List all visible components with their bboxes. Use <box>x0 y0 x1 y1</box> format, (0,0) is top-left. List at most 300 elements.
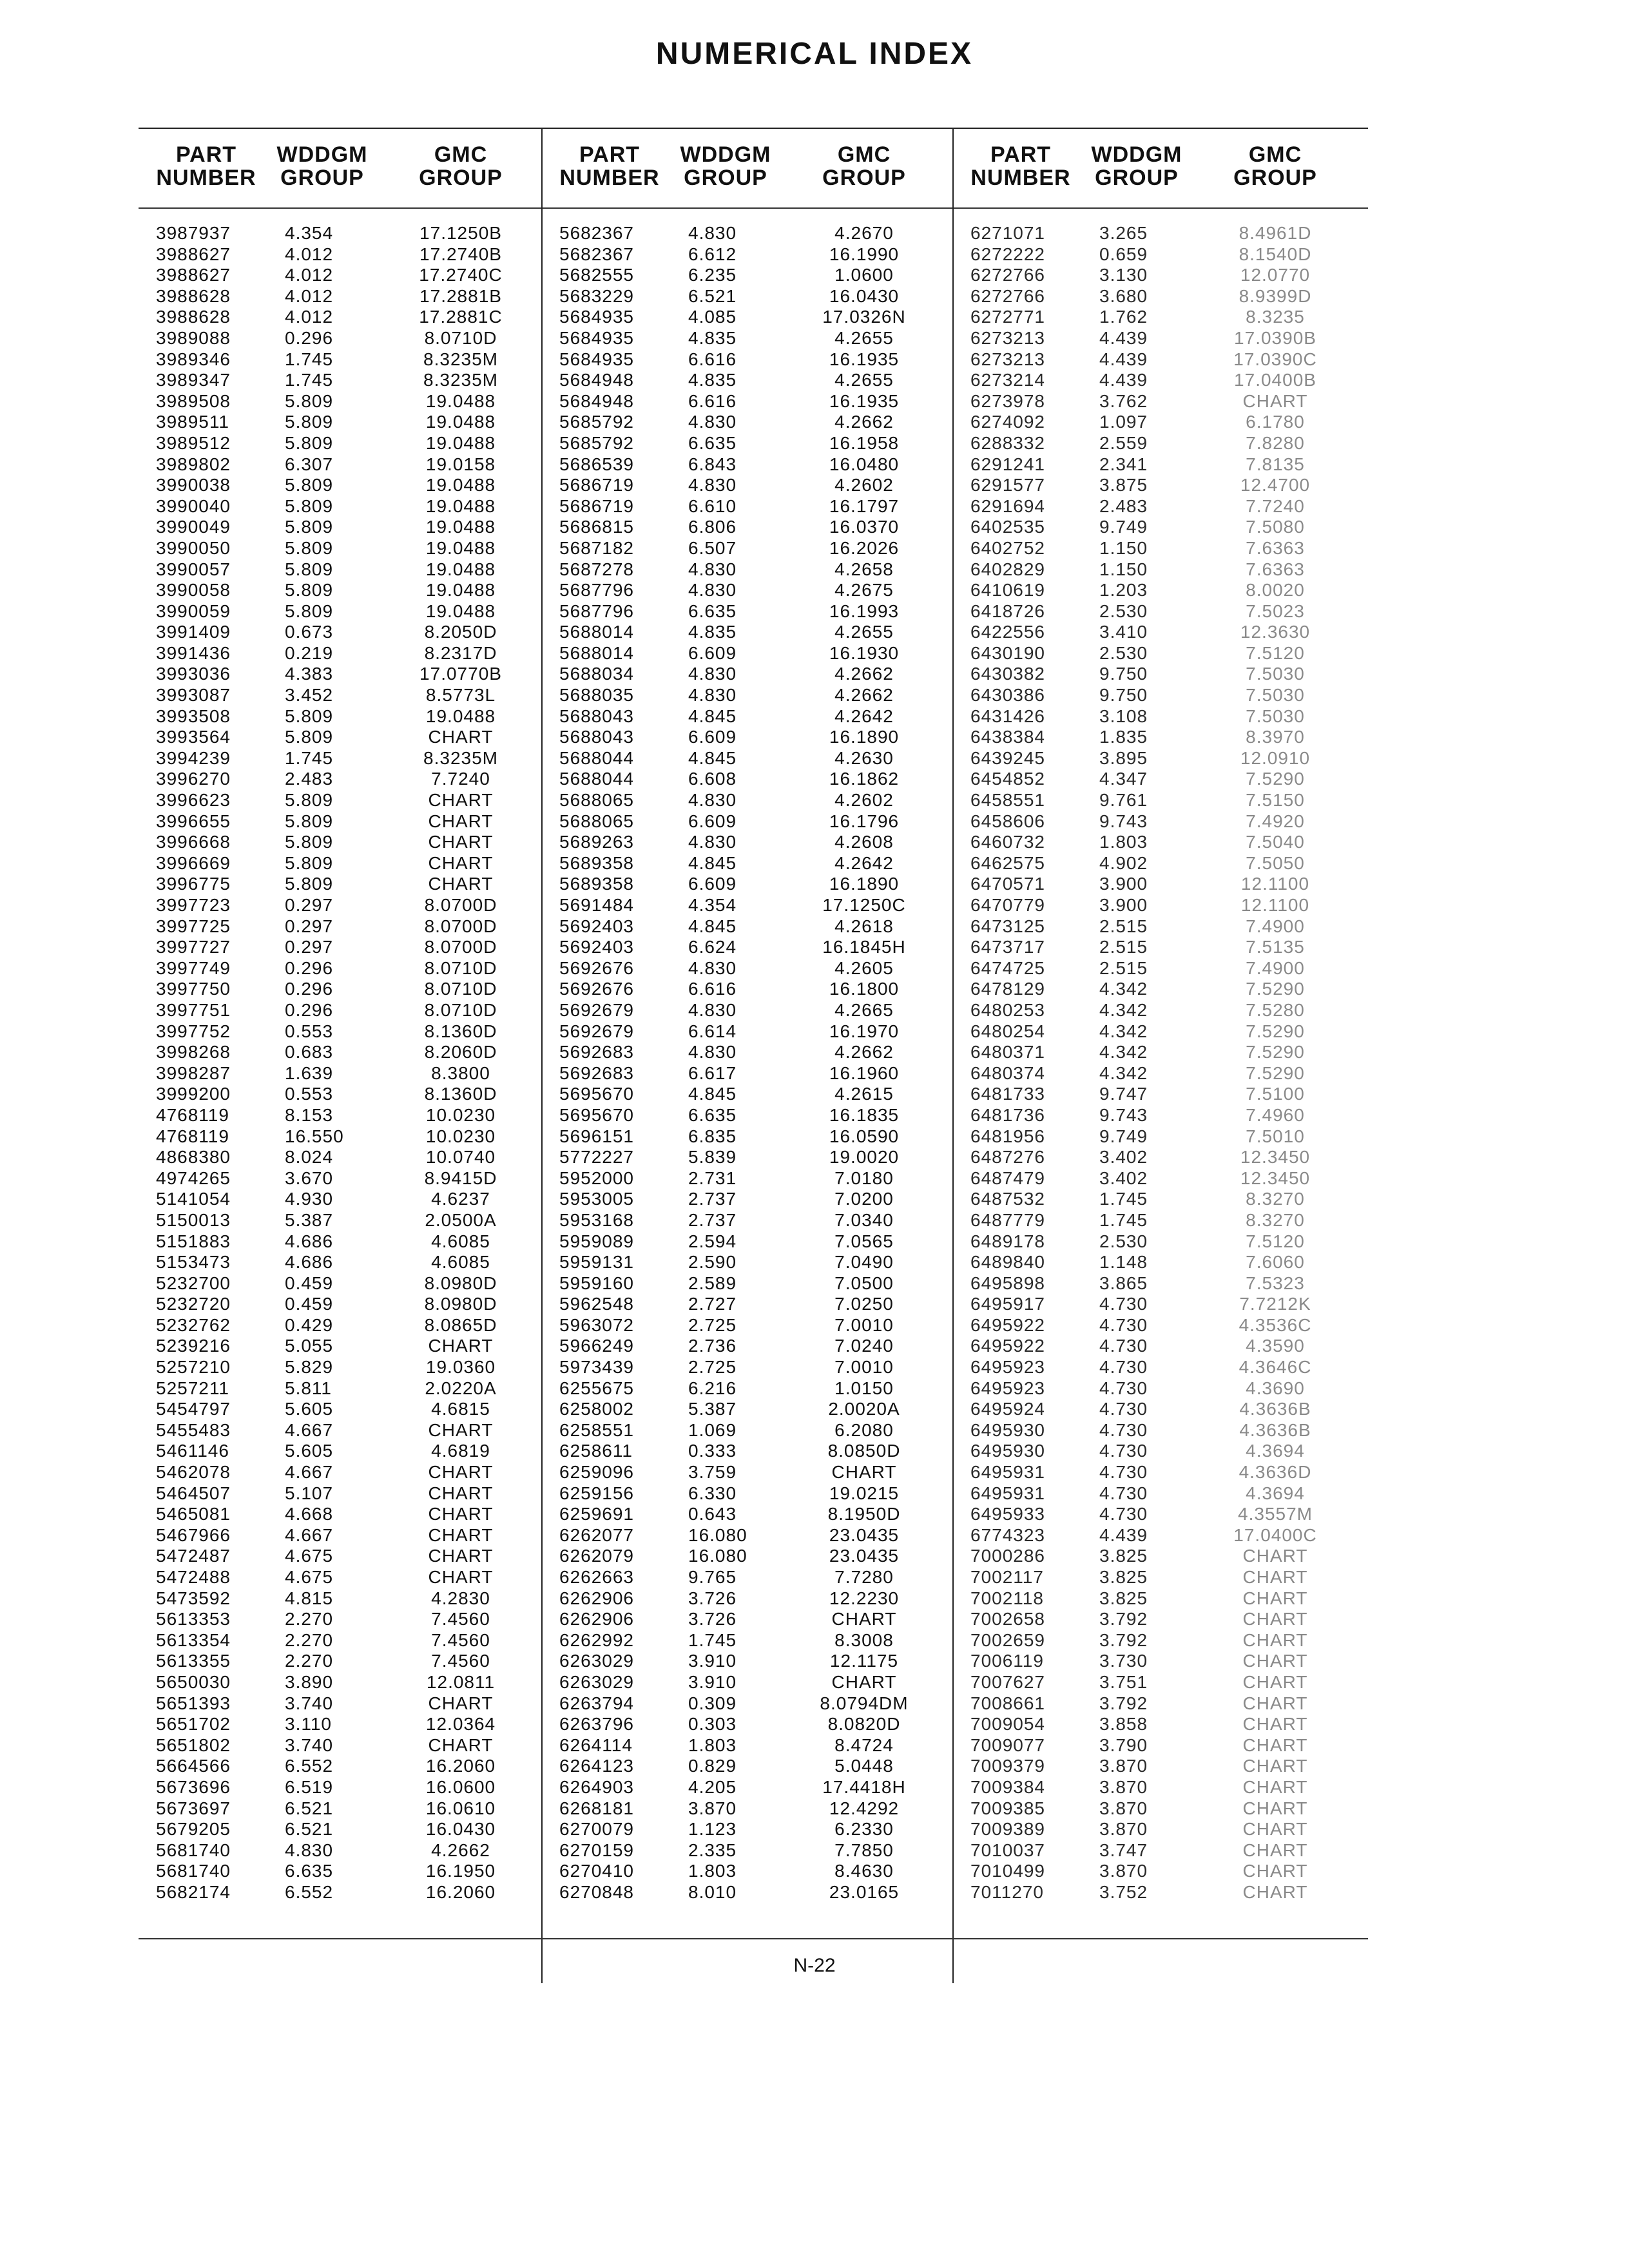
part-number-cell: 5689358 <box>559 874 635 894</box>
part-number-cell: 5688034 <box>559 664 635 684</box>
wddgm-group-cell: 3.670 <box>285 1168 334 1188</box>
table-row <box>142 895 548 916</box>
wddgm-group-cell: 2.270 <box>285 1609 334 1629</box>
table-row <box>956 1882 1362 1903</box>
part-number-cell: 6272766 <box>970 265 1046 285</box>
table-row <box>956 1378 1362 1399</box>
gmc-group-cell: CHART <box>428 1567 494 1587</box>
wddgm-group-cell: 4.342 <box>1099 1042 1148 1062</box>
wddgm-group-cell: 4.835 <box>688 327 737 348</box>
gmc-group-cell: CHART <box>1242 1651 1308 1671</box>
wddgm-group-cell: 1.639 <box>285 1062 334 1083</box>
wddgm-group-cell: 6.609 <box>688 811 737 831</box>
wddgm-group-cell: 2.731 <box>688 1168 737 1188</box>
part-number-cell: 5239216 <box>156 1336 231 1356</box>
part-number-cell: 5465081 <box>156 1504 231 1524</box>
part-number-cell: 6402752 <box>970 537 1046 558</box>
part-number-cell: 6481736 <box>970 1104 1046 1125</box>
wddgm-group-cell: 6.617 <box>688 1062 737 1083</box>
part-number-cell: 3997723 <box>156 895 231 915</box>
gmc-group-cell: 4.2602 <box>834 790 894 811</box>
table-row <box>956 433 1362 454</box>
wddgm-group-cell: 3.890 <box>285 1671 334 1692</box>
table-row <box>142 685 548 706</box>
gmc-group-cell: 8.3270 <box>1246 1189 1305 1209</box>
wddgm-group-cell: 0.683 <box>285 1042 334 1062</box>
table-row <box>142 811 548 832</box>
gmc-group-cell: CHART <box>1242 1671 1308 1692</box>
gmc-group-cell: 4.3694 <box>1246 1483 1305 1503</box>
table-row <box>545 328 951 349</box>
part-number-cell: 5681740 <box>156 1840 231 1860</box>
part-number-cell: 6495922 <box>970 1314 1046 1335</box>
wddgm-group-cell: 3.865 <box>1099 1273 1148 1293</box>
table-row <box>142 244 548 265</box>
gmc-group-header: GMC GROUP <box>1233 142 1317 190</box>
part-number-cell: 3993564 <box>156 727 231 747</box>
gmc-group-cell: 8.1360D <box>424 1084 497 1104</box>
gmc-group-cell: 12.3450 <box>1240 1168 1311 1188</box>
gmc-group-cell: 4.2670 <box>834 223 894 243</box>
wddgm-group-cell: 2.515 <box>1099 916 1148 936</box>
wddgm-group-cell: 9.749 <box>1099 1126 1148 1146</box>
table-row <box>956 1672 1362 1693</box>
gmc-group-cell: 19.0020 <box>829 1147 900 1168</box>
wddgm-group-cell: 6.507 <box>688 537 737 558</box>
gmc-group-cell: 16.1796 <box>829 811 900 831</box>
part-number-header: PART NUMBER <box>156 142 256 190</box>
part-number-cell: 5688043 <box>559 727 635 747</box>
wddgm-group-cell: 0.296 <box>285 999 334 1020</box>
table-row <box>956 496 1362 517</box>
table-row <box>545 1483 951 1504</box>
gmc-group-cell: 5.0448 <box>834 1756 894 1776</box>
wddgm-group-cell: 9.750 <box>1099 664 1148 684</box>
part-number-header: PART NUMBER <box>559 142 660 190</box>
table-row <box>545 601 951 622</box>
table-row <box>545 412 951 433</box>
gmc-group-cell: 19.0488 <box>425 390 496 411</box>
part-number-cell: 6410619 <box>970 580 1046 601</box>
part-number-cell: 6458551 <box>970 790 1046 811</box>
gmc-group-header: GMC GROUP <box>419 142 503 190</box>
table-row <box>142 1063 548 1084</box>
part-number-cell: 3996775 <box>156 874 231 894</box>
gmc-group-cell: 16.1993 <box>829 601 900 621</box>
wddgm-group-cell: 2.270 <box>285 1651 334 1671</box>
table-row <box>956 1777 1362 1798</box>
part-number-cell: 3997727 <box>156 937 231 957</box>
table-row <box>956 1588 1362 1610</box>
wddgm-group-cell: 4.730 <box>1099 1314 1148 1335</box>
part-number-cell: 3997725 <box>156 916 231 936</box>
gmc-group-cell: 4.2662 <box>834 412 894 432</box>
table-row <box>545 1189 951 1210</box>
wddgm-group-cell: 3.410 <box>1099 622 1148 642</box>
wddgm-group-cell: 3.740 <box>285 1735 334 1755</box>
part-number-cell: 5682174 <box>156 1881 231 1902</box>
table-row <box>142 1294 548 1315</box>
gmc-group-cell: 16.1890 <box>829 727 900 747</box>
gmc-group-cell: CHART <box>831 1671 897 1692</box>
part-number-cell: 4974265 <box>156 1168 231 1188</box>
gmc-group-cell: 19.0488 <box>425 517 496 537</box>
wddgm-group-cell: 2.736 <box>688 1336 737 1356</box>
part-number-cell: 6438384 <box>970 727 1046 747</box>
wddgm-group-cell: 2.483 <box>285 769 334 789</box>
gmc-group-cell: CHART <box>1242 1735 1308 1755</box>
gmc-group-cell: 19.0488 <box>425 495 496 516</box>
gmc-group-cell: 7.7850 <box>834 1840 894 1860</box>
table-row <box>142 517 548 538</box>
gmc-group-cell: 4.3694 <box>1246 1441 1305 1461</box>
gmc-group-cell: 16.1800 <box>829 979 900 999</box>
wddgm-group-cell: 0.553 <box>285 1021 334 1041</box>
gmc-group-cell: 17.1250C <box>822 895 906 915</box>
table-row <box>956 811 1362 832</box>
gmc-group-cell: 12.3630 <box>1240 622 1311 642</box>
wddgm-group-cell: 6.616 <box>688 979 737 999</box>
table-row <box>956 685 1362 706</box>
wddgm-group-cell: 3.402 <box>1099 1147 1148 1168</box>
wddgm-group-cell: 4.675 <box>285 1546 334 1566</box>
gmc-group-cell: 7.5290 <box>1246 769 1305 789</box>
part-number-cell: 5232700 <box>156 1273 231 1293</box>
gmc-group-cell: 7.5280 <box>1246 999 1305 1020</box>
part-number-cell: 3998287 <box>156 1062 231 1083</box>
table-row <box>545 1336 951 1357</box>
wddgm-group-cell: 4.383 <box>285 664 334 684</box>
gmc-group-cell: 4.2662 <box>834 685 894 706</box>
gmc-group-cell: 17.2740B <box>419 244 502 264</box>
wddgm-group-cell: 4.342 <box>1099 979 1148 999</box>
part-number-cell: 3990038 <box>156 475 231 495</box>
gmc-group-cell: 16.1950 <box>425 1861 496 1881</box>
gmc-group-cell: 7.5135 <box>1246 937 1305 957</box>
wddgm-group-cell: 4.342 <box>1099 1021 1148 1041</box>
wddgm-group-cell: 6.609 <box>688 874 737 894</box>
wddgm-group-cell: 0.643 <box>688 1504 737 1524</box>
gmc-group-cell: 1.0150 <box>834 1378 894 1398</box>
table-row <box>142 1210 548 1231</box>
table-row <box>956 1651 1362 1672</box>
table-row <box>142 1000 548 1021</box>
wddgm-group-cell: 6.608 <box>688 769 737 789</box>
wddgm-group-cell: 1.097 <box>1099 412 1148 432</box>
part-number-cell: 6262992 <box>559 1629 635 1650</box>
gmc-group-cell: 8.1540D <box>1239 244 1312 264</box>
table-row <box>142 1630 548 1651</box>
gmc-group-cell: 23.0435 <box>829 1546 900 1566</box>
table-row <box>956 1021 1362 1043</box>
wddgm-group-cell: 4.667 <box>285 1419 334 1440</box>
part-number-cell: 6430190 <box>970 642 1046 663</box>
wddgm-group-cell: 1.745 <box>285 349 334 369</box>
gmc-group-cell: 23.0165 <box>829 1881 900 1902</box>
wddgm-group-cell: 2.515 <box>1099 957 1148 978</box>
table-row <box>142 1399 548 1420</box>
gmc-group-cell: 7.6363 <box>1246 537 1305 558</box>
gmc-group-cell: CHART <box>1242 390 1308 411</box>
table-row <box>545 1084 951 1105</box>
part-number-cell: 6481733 <box>970 1084 1046 1104</box>
wddgm-group-cell: 4.730 <box>1099 1357 1148 1378</box>
table-row <box>545 916 951 937</box>
part-number-cell: 3997752 <box>156 1021 231 1041</box>
part-number-cell: 5682555 <box>559 265 635 285</box>
gmc-group-cell: 12.4700 <box>1240 475 1311 495</box>
table-row <box>545 1000 951 1021</box>
wddgm-group-cell: 5.809 <box>285 559 334 579</box>
wddgm-group-cell: 6.635 <box>688 601 737 621</box>
table-row <box>545 811 951 832</box>
gmc-group-cell: 17.2740C <box>419 265 503 285</box>
wddgm-group-cell: 6.552 <box>285 1756 334 1776</box>
table-row <box>142 1735 548 1756</box>
wddgm-group-cell: 3.870 <box>1099 1798 1148 1818</box>
wddgm-group-cell: 8.153 <box>285 1104 334 1125</box>
wddgm-group-cell: 2.530 <box>1099 642 1148 663</box>
table-row <box>545 622 951 643</box>
part-number-cell: 5959131 <box>559 1252 635 1273</box>
part-number-cell: 4768119 <box>156 1126 229 1146</box>
gmc-group-cell: 16.0430 <box>425 1819 496 1840</box>
wddgm-group-cell: 3.752 <box>1099 1881 1148 1902</box>
table-row <box>545 1021 951 1043</box>
gmc-group-cell: 8.2317D <box>424 642 497 663</box>
part-number-cell: 4768119 <box>156 1104 229 1125</box>
part-number-cell: 7007627 <box>970 1671 1046 1692</box>
table-row <box>956 475 1362 496</box>
gmc-group-cell: 8.0700D <box>424 937 497 957</box>
table-row <box>956 1000 1362 1021</box>
part-number-cell: 5684935 <box>559 349 635 369</box>
wddgm-group-cell: 4.830 <box>688 223 737 243</box>
gmc-group-cell: 4.6819 <box>431 1441 490 1461</box>
table-row <box>142 1084 548 1105</box>
gmc-group-cell: 8.3008 <box>834 1629 894 1650</box>
table-row <box>142 1504 548 1525</box>
part-number-cell: 6270079 <box>559 1819 635 1840</box>
table-row <box>142 958 548 979</box>
wddgm-group-cell: 5.809 <box>285 601 334 621</box>
part-number-cell: 3989802 <box>156 454 231 474</box>
gmc-group-cell: 8.0850D <box>827 1441 901 1461</box>
gmc-group-cell: CHART <box>428 1735 494 1755</box>
part-number-cell: 5688014 <box>559 642 635 663</box>
part-number-cell: 6495917 <box>970 1294 1046 1314</box>
gmc-group-cell: 17.0770B <box>419 664 502 684</box>
table-row <box>545 1756 951 1777</box>
part-number-cell: 6430386 <box>970 685 1046 706</box>
wddgm-group-cell: 6.552 <box>285 1881 334 1902</box>
part-number-cell: 3990057 <box>156 559 231 579</box>
wddgm-group-cell: 3.870 <box>1099 1756 1148 1776</box>
wddgm-group-cell: 0.459 <box>285 1273 334 1293</box>
table-row <box>956 223 1362 244</box>
part-number-cell: 5664566 <box>156 1756 231 1776</box>
table-row <box>142 790 548 811</box>
part-number-cell: 6430382 <box>970 664 1046 684</box>
table-row <box>142 1546 548 1567</box>
table-row <box>142 1840 548 1861</box>
part-number-cell: 3989088 <box>156 327 231 348</box>
part-number-cell: 5685792 <box>559 432 635 453</box>
wddgm-group-cell: 4.686 <box>285 1231 334 1251</box>
table-row <box>142 1567 548 1588</box>
part-number-cell: 3988627 <box>156 265 231 285</box>
table-row <box>545 1252 951 1273</box>
table-row <box>956 664 1362 685</box>
gmc-group-header: GMC GROUP <box>822 142 906 190</box>
table-row <box>956 349 1362 370</box>
table-row <box>142 1756 548 1777</box>
gmc-group-cell: 16.1960 <box>829 1062 900 1083</box>
gmc-group-cell: CHART <box>428 1462 494 1483</box>
gmc-group-cell: 7.0240 <box>834 1336 894 1356</box>
wddgm-group-cell: 4.845 <box>688 747 737 768</box>
wddgm-group-cell: 4.830 <box>688 685 737 706</box>
wddgm-group-cell: 5.809 <box>285 495 334 516</box>
gmc-group-cell: 4.6237 <box>431 1189 490 1209</box>
wddgm-group-cell: 3.895 <box>1099 747 1148 768</box>
table-row <box>545 1399 951 1420</box>
table-row <box>545 790 951 811</box>
column-header <box>545 143 951 205</box>
gmc-group-cell: 7.4560 <box>431 1629 490 1650</box>
wddgm-group-cell: 5.839 <box>688 1147 737 1168</box>
part-number-cell: 5686719 <box>559 475 635 495</box>
column-header <box>142 143 548 205</box>
table-row <box>142 1147 548 1168</box>
wddgm-group-cell: 3.870 <box>688 1798 737 1818</box>
part-number-cell: 5685792 <box>559 412 635 432</box>
gmc-group-cell: 12.0364 <box>425 1714 496 1735</box>
gmc-group-cell: 7.5023 <box>1246 601 1305 621</box>
part-number-cell: 3990059 <box>156 601 231 621</box>
table-row <box>956 937 1362 958</box>
wddgm-group-cell: 4.830 <box>688 412 737 432</box>
gmc-group-cell: 7.4960 <box>1246 1104 1305 1125</box>
gmc-group-cell: CHART <box>1242 1567 1308 1587</box>
wddgm-group-cell: 4.439 <box>1099 349 1148 369</box>
part-number-cell: 5467966 <box>156 1524 231 1545</box>
wddgm-group-cell: 3.402 <box>1099 1168 1148 1188</box>
wddgm-group-cell: 4.730 <box>1099 1441 1148 1461</box>
wddgm-group-cell: 3.910 <box>688 1651 737 1671</box>
wddgm-group-cell: 4.667 <box>285 1462 334 1483</box>
table-row <box>956 1714 1362 1735</box>
wddgm-group-cell: 0.459 <box>285 1294 334 1314</box>
part-number-cell: 5692403 <box>559 916 635 936</box>
part-number-cell: 6474725 <box>970 957 1046 978</box>
wddgm-group-cell: 6.609 <box>688 727 737 747</box>
wddgm-group-cell: 0.673 <box>285 622 334 642</box>
gmc-group-cell: CHART <box>1242 1840 1308 1860</box>
gmc-group-cell: CHART <box>1242 1861 1308 1881</box>
part-number-cell: 7002659 <box>970 1629 1046 1650</box>
gmc-group-cell: CHART <box>1242 1546 1308 1566</box>
wddgm-group-cell: 6.843 <box>688 454 737 474</box>
wddgm-group-cell: 0.297 <box>285 937 334 957</box>
part-number-cell: 3990040 <box>156 495 231 516</box>
part-number-cell: 5651802 <box>156 1735 231 1755</box>
part-number-cell: 7009389 <box>970 1819 1046 1840</box>
wddgm-group-cell: 3.110 <box>285 1714 332 1735</box>
gmc-group-cell: CHART <box>428 874 494 894</box>
table-row <box>142 643 548 664</box>
part-number-cell: 6270848 <box>559 1881 635 1902</box>
gmc-group-cell: 19.0215 <box>829 1483 900 1503</box>
wddgm-group-cell: 4.012 <box>285 285 334 306</box>
table-row <box>956 517 1362 538</box>
wddgm-group-cell: 8.024 <box>285 1147 334 1168</box>
gmc-group-cell: 4.2658 <box>834 559 894 579</box>
table-row <box>545 727 951 748</box>
gmc-group-cell: 8.0980D <box>424 1273 497 1293</box>
table-row <box>545 1063 951 1084</box>
wddgm-group-cell: 3.726 <box>688 1588 737 1608</box>
part-number-cell: 7010499 <box>970 1861 1046 1881</box>
wddgm-group-cell: 4.845 <box>688 852 737 873</box>
table-row <box>545 223 951 244</box>
wddgm-group-cell: 6.216 <box>688 1378 737 1398</box>
table-row <box>142 979 548 1000</box>
table-row <box>142 1252 548 1273</box>
table-row <box>956 1798 1362 1820</box>
table-row <box>545 1567 951 1588</box>
table-row <box>956 1840 1362 1861</box>
wddgm-group-cell: 4.730 <box>1099 1399 1148 1419</box>
index-rows <box>956 223 1362 1903</box>
table-row <box>956 643 1362 664</box>
part-number-header: PART NUMBER <box>970 142 1071 190</box>
gmc-group-cell: 4.2615 <box>834 1084 894 1104</box>
part-number-cell: 5695670 <box>559 1104 635 1125</box>
part-number-cell: 7009385 <box>970 1798 1046 1818</box>
wddgm-group-cell: 6.330 <box>688 1483 737 1503</box>
part-number-cell: 5472487 <box>156 1546 231 1566</box>
gmc-group-cell: 1.0600 <box>834 265 894 285</box>
wddgm-group-cell: 5.809 <box>285 432 334 453</box>
part-number-cell: 6288332 <box>970 432 1046 453</box>
wddgm-group-cell: 2.727 <box>688 1294 737 1314</box>
wddgm-group-cell: 4.730 <box>1099 1419 1148 1440</box>
wddgm-group-cell: 4.667 <box>285 1524 334 1545</box>
part-number-cell: 6263796 <box>559 1714 635 1735</box>
table-row <box>956 1399 1362 1420</box>
table-row <box>142 832 548 853</box>
table-row <box>956 1168 1362 1189</box>
part-number-cell: 6259691 <box>559 1504 635 1524</box>
wddgm-group-cell: 2.341 <box>1099 454 1148 474</box>
gmc-group-cell: 8.5773L <box>425 685 496 706</box>
table-row <box>545 853 951 874</box>
table-row <box>545 958 951 979</box>
table-row <box>956 895 1362 916</box>
table-row <box>142 1672 548 1693</box>
part-number-cell: 5953005 <box>559 1189 635 1209</box>
table-row <box>956 1252 1362 1273</box>
table-row <box>956 1273 1362 1294</box>
gmc-group-cell: 7.5323 <box>1246 1273 1305 1293</box>
part-number-cell: 6462575 <box>970 852 1046 873</box>
table-row <box>956 1567 1362 1588</box>
gmc-group-cell: 8.0980D <box>424 1294 497 1314</box>
table-row <box>956 1735 1362 1756</box>
wddgm-group-cell: 4.830 <box>688 999 737 1020</box>
table-row <box>956 1189 1362 1210</box>
